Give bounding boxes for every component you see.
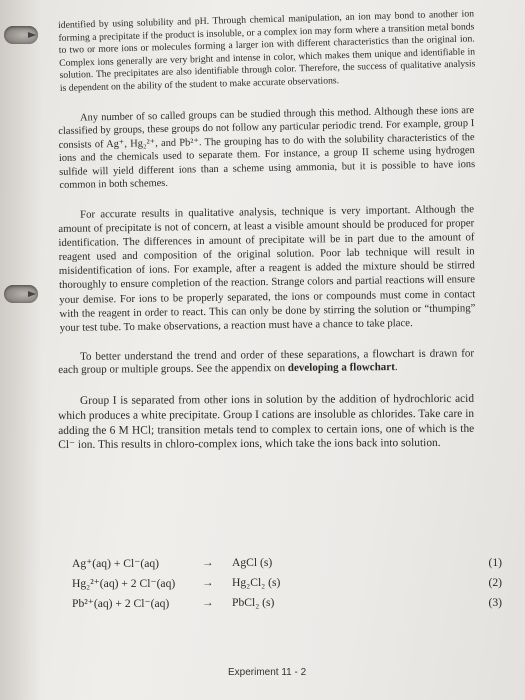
paragraph-intro: identified by using solubility and pH. Through chemical manipulation, an ion may bond to another ion forming a precipitate if the product is insoluble, or a complex ion may form where a transition metal bonds to two or more ions or molecules forming a larger ion with different characteristics than the original ion. Complex ions generally are very bright and intense in color, which makes them unique and identifiable in solution. The precipitates are also identifiable through color. Therefore, the success of qualitative analysis is dependent on the ability of the student to make accurate observations. [58,8,476,94]
reaction-arrow-icon: → [202,576,214,589]
paragraph-technique: For accurate results in qualitative analysis, technique is very important. Although the amount of precipitate is not of concern, at least a visible amount should be produced for proper identification. The differences in amount of precipitate will be in part due to the amount of reagent used and composition of the original solution. Poor lab technique will result in misidentification of ions. For example, after a reagent is added the mixture should be stirred thoroughly to ensure completion of the reaction. Strange colors and partial reactions will ensure your demise. For ions to be properly separated, the ions or compounds must come in contact with the reagent in order to react. This can only be done by stirring the solution or “thumping” your test tube. To make observations, a reaction must have a chance to take place. [58,203,476,334]
reaction-arrow-icon: → [202,556,214,569]
equation-row [72,596,502,616]
equation-reactants: Hg₂²⁺(aq) + 2 Cl⁻(aq) [72,577,176,590]
body-text [58,8,476,469]
page-footer: Experiment 11 - 2 [228,667,307,678]
binder-hole-top [4,26,38,44]
equation-reactants: Pb²⁺(aq) + 2 Cl⁻(aq) [72,597,170,610]
binder-hole-middle [4,285,38,303]
equation-list [72,556,502,616]
reaction-arrow-icon: → [202,596,214,609]
paragraph-groups: Any number of so called groups can be studied through this method. Although these ions are classified by groups, these groups do not follow any particular periodic trend. For example, group I consists of Ag⁺, Hg₂²⁺, and Pb²⁺. The grouping has to do with the solubility characteristics of the ions and the chemicals used to separate them. For instance, a group II scheme using hydrogen sulfide will yield different ions than a scheme using ammonia, but it is possible to have ions common in both schemes. [58,104,476,191]
equation-number: (2) [488,576,502,589]
equation-number: (3) [488,596,502,609]
equation-reactants: Ag⁺(aq) + Cl⁻(aq) [72,557,160,570]
equation-product: Hg₂Cl₂ (s) [232,576,281,589]
paragraph-group1: Group I is separated from other ions in solution by the addition of hydrochloric acid which produces a white precipitate. Group I cations are insoluble as chlorides. Take care in adding the 6 M HCl; transition metals tend to complex to certain ions, one of which is the Cl⁻ ion. This results in chloro-complex ions, which take the ions back into solution. [58,392,475,452]
flowchart-text-end: . [394,361,398,374]
equation-number: (1) [488,556,502,569]
equation-row [72,556,502,576]
flowchart-appendix-link: developing a flowchart [287,361,395,375]
page-edge-shadow [0,0,42,700]
paragraph-flowchart [58,347,474,377]
equation-product: PbCl₂ (s) [232,596,275,609]
flowchart-text: To better understand the trend and order of these separations, a flowchart is drawn for each group or multiple groups. See the appendix on [58,347,475,377]
equation-row [72,576,502,596]
equation-product: AgCl (s) [232,556,273,569]
